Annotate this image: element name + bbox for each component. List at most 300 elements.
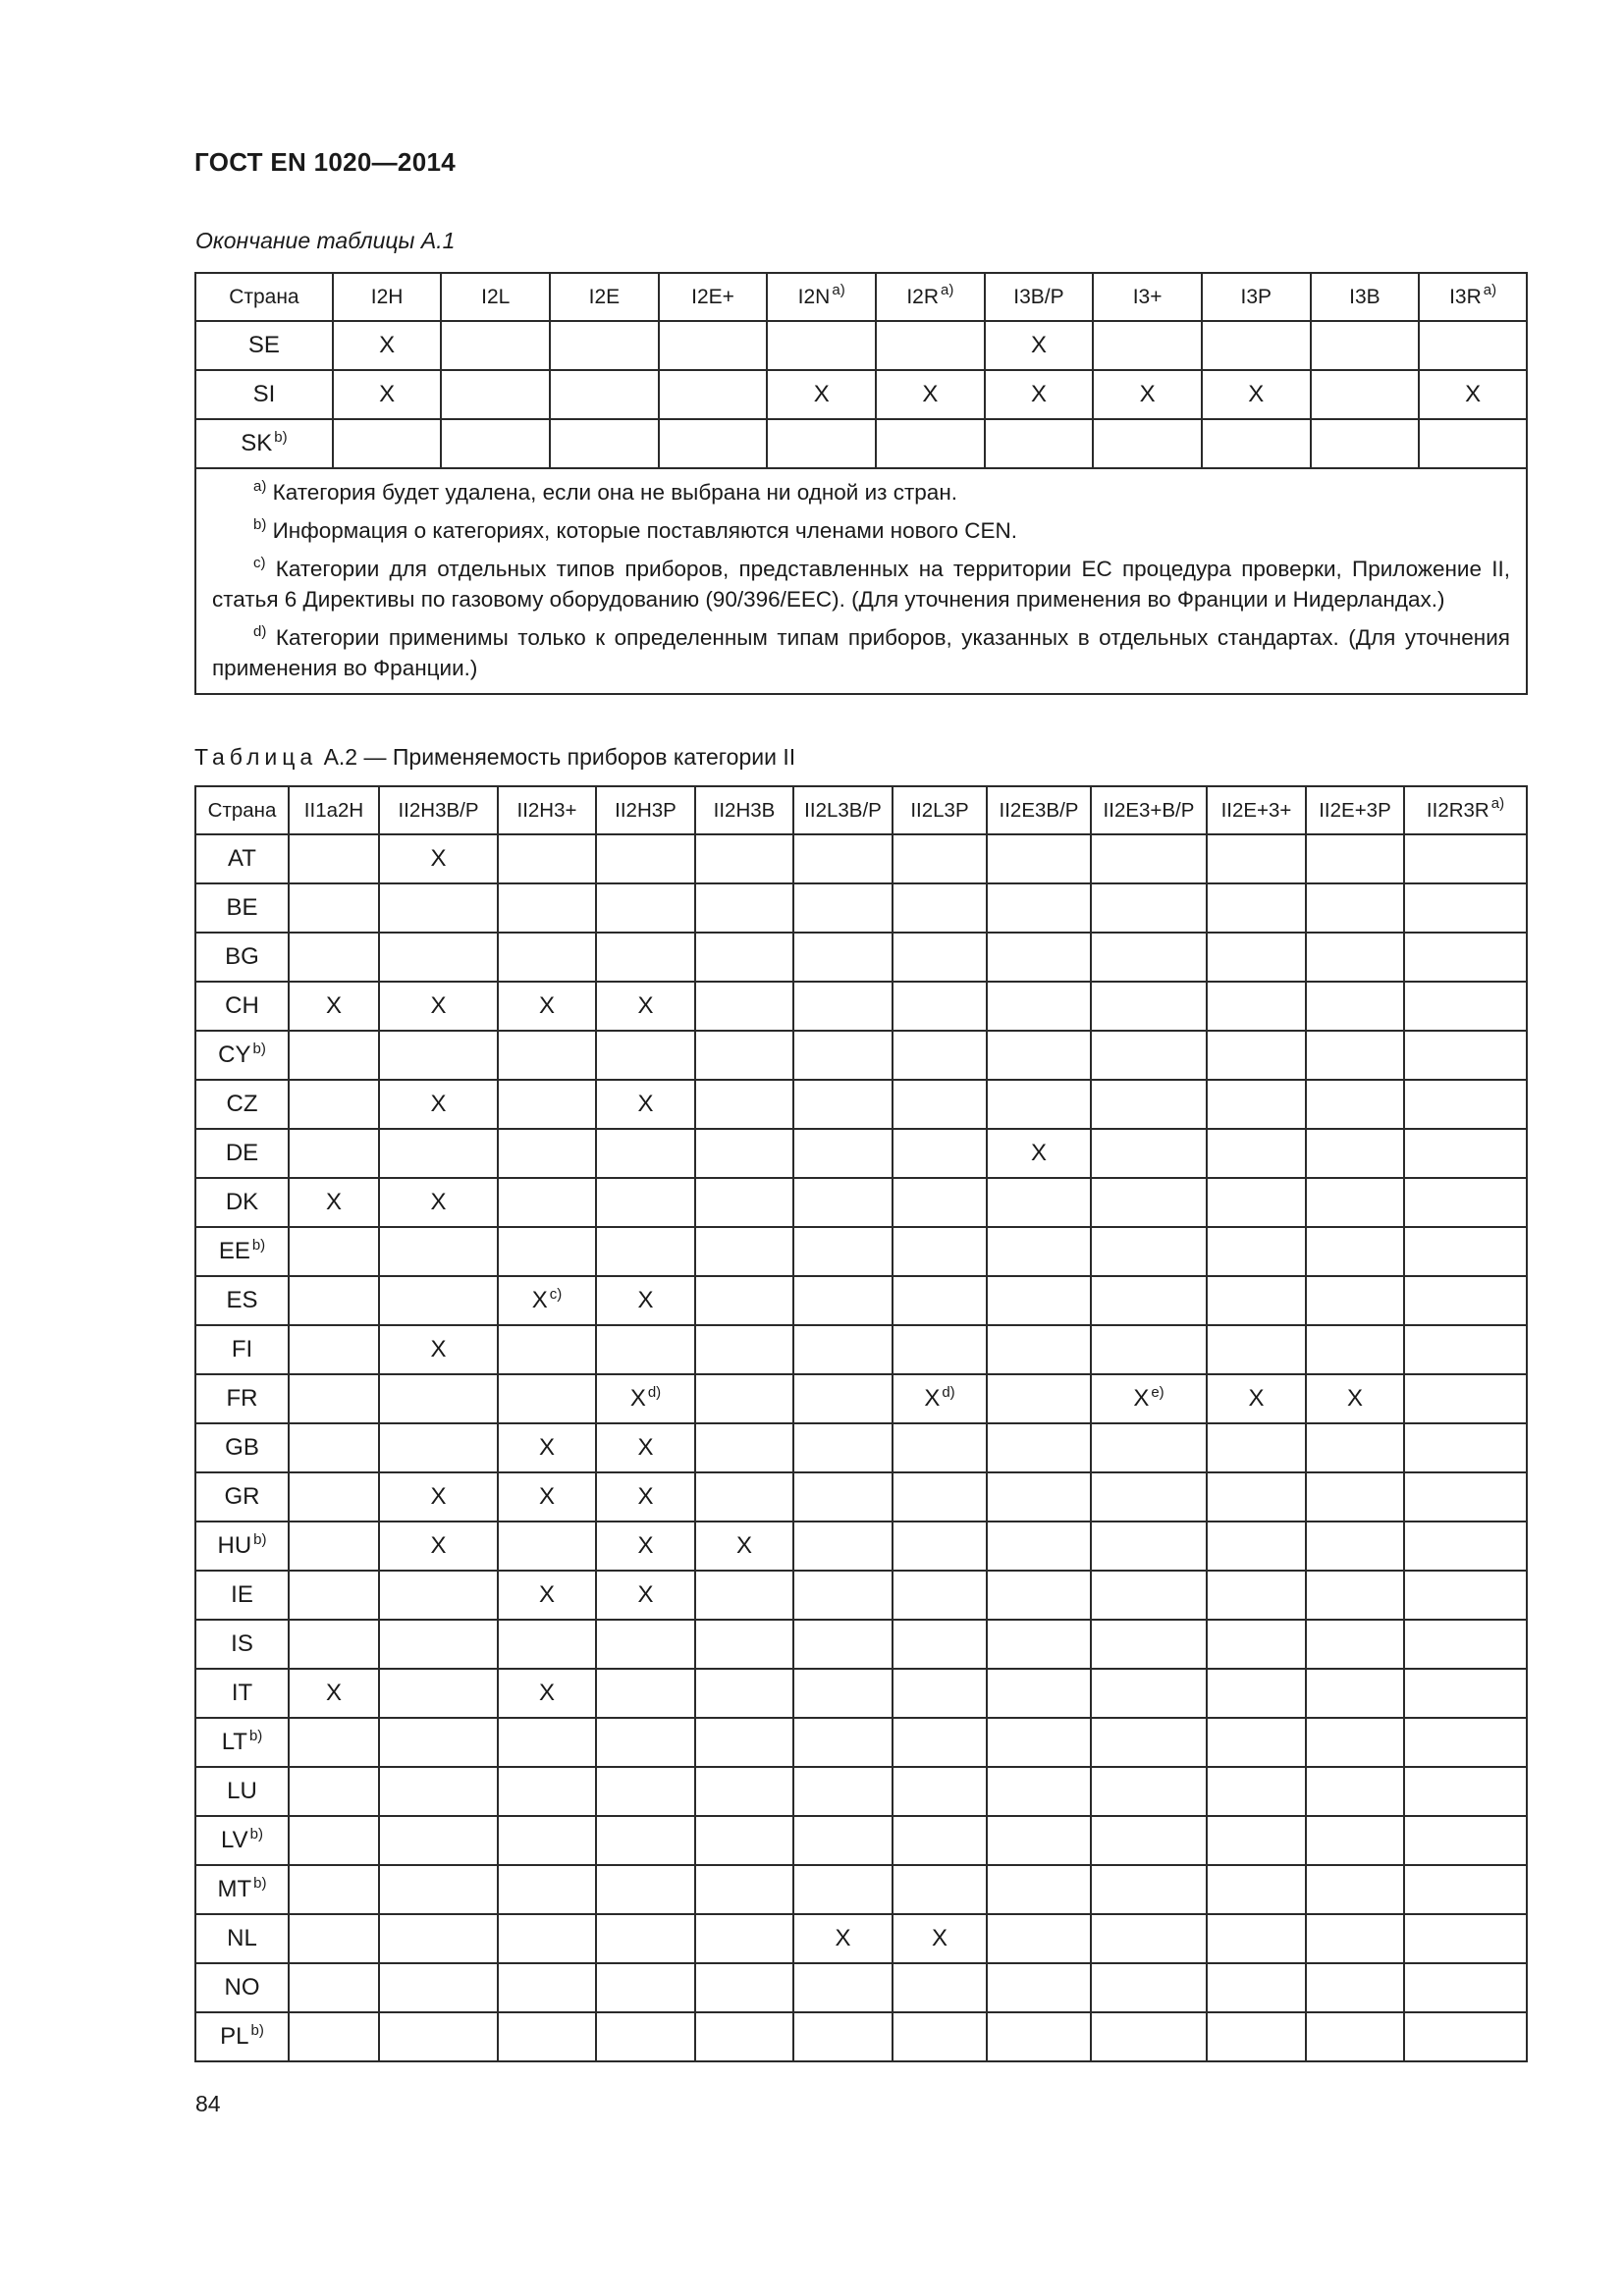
table-cell <box>987 1423 1091 1472</box>
country-code: BG <box>225 943 259 970</box>
table-cell <box>498 1374 596 1423</box>
table-row <box>195 1816 1527 1865</box>
table-cell <box>379 834 498 883</box>
table-row <box>195 370 1527 419</box>
table2-caption-label: Таблица <box>194 744 318 770</box>
column-header-label: I2L <box>481 285 511 308</box>
country-cell <box>195 1522 289 1571</box>
footnote-mark: b) <box>251 1237 266 1254</box>
footnote-mark: b) <box>253 516 267 533</box>
table-cell <box>1404 1571 1527 1620</box>
cell-value: X <box>637 1532 654 1559</box>
cell-value: X <box>1139 381 1156 407</box>
table-cell <box>793 1374 893 1423</box>
column-header-label: II2E3+B/P <box>1103 798 1195 822</box>
column-header-label: II2H3P <box>615 798 677 822</box>
cell-value: X <box>430 992 447 1019</box>
table-cell <box>893 1031 987 1080</box>
table-cell <box>289 1276 379 1325</box>
table-cell <box>1306 1227 1404 1276</box>
table-cell <box>498 1914 596 1963</box>
table-cell <box>1207 1472 1306 1522</box>
table-cell <box>289 1227 379 1276</box>
table-cell <box>793 1669 893 1718</box>
table-cell <box>596 933 695 982</box>
cell-value: X <box>325 992 342 1019</box>
table-cell <box>379 2012 498 2061</box>
table-cell <box>695 1669 793 1718</box>
table-cell <box>1404 1620 1527 1669</box>
table-cell <box>695 1865 793 1914</box>
footnote-text: Информация о категориях, которые поставляются членами нового CEN. <box>272 518 1018 543</box>
country-cell <box>195 321 333 370</box>
country-code: NL <box>227 1925 257 1951</box>
table-cell <box>987 1129 1091 1178</box>
cell-value: X <box>637 1287 654 1313</box>
table-cell <box>379 1423 498 1472</box>
column-header <box>793 786 893 834</box>
table-cell <box>379 982 498 1031</box>
country-code: EE <box>218 1238 250 1264</box>
table-cell <box>1207 1178 1306 1227</box>
column-header-label: I3R <box>1449 285 1482 308</box>
country-cell <box>195 834 289 883</box>
table-cell <box>1404 1374 1527 1423</box>
table-row <box>195 1129 1527 1178</box>
table-cell <box>876 370 985 419</box>
footnote-mark: b) <box>248 1728 263 1744</box>
country-cell <box>195 1865 289 1914</box>
table-cell <box>333 419 442 468</box>
footnote-mark: b) <box>250 2022 264 2039</box>
table-cell <box>987 1963 1091 2012</box>
table-cell <box>793 1227 893 1276</box>
table-cell <box>1091 1914 1207 1963</box>
footnote-mark: a) <box>253 478 267 495</box>
country-code: SI <box>252 381 276 407</box>
footnote-text: Категории для отдельных типов приборов, представленных на территории ЕС процедура проверки, Приложение II, статья 6 Директивы по газовому оборудованию (90/396/EEC). (Для уточнения применения во Франции и Нидерландах.) <box>212 557 1510 612</box>
table-cell <box>1404 1325 1527 1374</box>
table-cell <box>498 1522 596 1571</box>
table-cell <box>498 883 596 933</box>
cell-value: X <box>325 1189 342 1215</box>
country-cell <box>195 1325 289 1374</box>
table-cell <box>596 1178 695 1227</box>
cell-value: X <box>735 1532 752 1559</box>
footnote-mark: e) <box>1151 1384 1164 1401</box>
cell-value: X <box>379 381 396 407</box>
table-cell <box>596 1522 695 1571</box>
table2-caption-text: А.2 — Применяемость приборов категории II <box>317 744 796 770</box>
column-header-label: II2E+3+ <box>1220 798 1292 822</box>
cell-value: X <box>637 1483 654 1510</box>
country-code: ES <box>226 1287 258 1313</box>
country-cell <box>195 1374 289 1423</box>
table-cell <box>793 1276 893 1325</box>
table-cell <box>1306 1276 1404 1325</box>
cell-value: X <box>379 332 396 358</box>
table-cell <box>695 1129 793 1178</box>
table-cell <box>893 1522 987 1571</box>
table-cell <box>441 419 550 468</box>
table-cell <box>987 1374 1091 1423</box>
cell-value: X <box>1248 381 1265 407</box>
table-cell <box>1202 321 1311 370</box>
table-cell <box>596 1031 695 1080</box>
footnote <box>212 622 1510 683</box>
table-cell <box>379 1816 498 1865</box>
table-cell <box>695 1620 793 1669</box>
table-cell <box>1306 1423 1404 1472</box>
table-row <box>195 1227 1527 1276</box>
table-cell <box>379 1865 498 1914</box>
table-cell <box>550 321 659 370</box>
table-cell <box>659 419 768 468</box>
table-cell <box>893 1129 987 1178</box>
table-cell <box>893 1963 987 2012</box>
table-cell <box>596 834 695 883</box>
column-header-label: II2L3B/P <box>804 798 882 822</box>
table-cell <box>893 2012 987 2061</box>
cell-value: X <box>430 1091 447 1117</box>
table-cell <box>1202 419 1311 468</box>
table-cell <box>289 1522 379 1571</box>
cell-value: X <box>835 1925 851 1951</box>
table-cell <box>793 1031 893 1080</box>
table-cell <box>1404 1718 1527 1767</box>
country-cell <box>195 419 333 468</box>
column-header <box>1311 273 1420 321</box>
table-cell <box>289 1865 379 1914</box>
table-cell <box>1404 1767 1527 1816</box>
table-row <box>195 1963 1527 2012</box>
table-cell <box>379 1767 498 1816</box>
country-cell <box>195 1472 289 1522</box>
table-cell <box>596 1080 695 1129</box>
table-cell <box>987 1031 1091 1080</box>
table-cell <box>596 1374 695 1423</box>
country-code: MT <box>217 1876 252 1902</box>
cell-value: X <box>430 1483 447 1510</box>
country-cell <box>195 883 289 933</box>
table-cell <box>498 1669 596 1718</box>
column-header <box>550 273 659 321</box>
table-cell <box>987 1325 1091 1374</box>
table-row <box>195 2012 1527 2061</box>
table-cell <box>379 883 498 933</box>
table-cell <box>1207 1522 1306 1571</box>
column-header <box>289 786 379 834</box>
table-cell <box>695 834 793 883</box>
table-cell <box>793 1816 893 1865</box>
table-cell <box>1404 834 1527 883</box>
table-cell <box>596 1227 695 1276</box>
column-header-label: I2R <box>906 285 939 308</box>
table-cell <box>1207 1767 1306 1816</box>
footnote-mark: a) <box>1490 794 1505 812</box>
table-cell <box>596 1620 695 1669</box>
cell-value: X <box>1346 1385 1363 1412</box>
table-cell <box>1306 2012 1404 2061</box>
cell-value: X <box>637 1091 654 1117</box>
cell-value: X <box>931 1925 947 1951</box>
table-cell <box>893 1423 987 1472</box>
table-cell <box>289 1080 379 1129</box>
column-header-label: II2L3P <box>910 798 969 822</box>
column-header-label: I3+ <box>1132 285 1163 308</box>
table-cell <box>596 1669 695 1718</box>
footnote-text: Категория будет удалена, если она не выбрана ни одной из стран. <box>272 480 957 505</box>
table-row <box>195 1767 1527 1816</box>
table-cell <box>893 1325 987 1374</box>
cell-value: X <box>637 1434 654 1461</box>
country-cell <box>195 370 333 419</box>
country-code: FR <box>226 1385 258 1412</box>
table-cell <box>1091 1522 1207 1571</box>
table-cell <box>289 1914 379 1963</box>
table-cell <box>793 1865 893 1914</box>
table-cell <box>987 883 1091 933</box>
header-row <box>195 786 1527 834</box>
column-header-label: II2H3B/P <box>398 798 479 822</box>
standard-code: ГОСТ EN 1020—2014 <box>194 147 456 177</box>
table-cell <box>1207 883 1306 933</box>
table-cell <box>1306 1129 1404 1178</box>
table-cell <box>1207 1718 1306 1767</box>
table-cell <box>289 1374 379 1423</box>
column-header <box>441 273 550 321</box>
table-cell <box>793 1522 893 1571</box>
table-cell <box>893 834 987 883</box>
table-cell <box>498 1767 596 1816</box>
table-cell <box>289 1031 379 1080</box>
table-cell <box>893 1865 987 1914</box>
table-cell <box>379 1620 498 1669</box>
country-code: NO <box>224 1974 260 2001</box>
table-cell <box>1207 1276 1306 1325</box>
table-cell <box>1404 1522 1527 1571</box>
table-cell <box>379 1374 498 1423</box>
table-cell <box>695 1963 793 2012</box>
table-cell <box>1091 1669 1207 1718</box>
footnote <box>212 477 1510 507</box>
table-cell <box>379 1914 498 1963</box>
table-cell <box>793 1767 893 1816</box>
table-cell <box>379 1178 498 1227</box>
table-cell <box>1404 982 1527 1031</box>
country-code: IT <box>231 1680 253 1706</box>
column-header-label: I2N <box>797 285 831 308</box>
table-cell <box>1207 1963 1306 2012</box>
country-cell <box>195 982 289 1031</box>
table-cell <box>596 883 695 933</box>
table-cell <box>793 982 893 1031</box>
table-cell <box>893 1718 987 1767</box>
table-cell <box>289 1718 379 1767</box>
column-header <box>1419 273 1527 321</box>
table-row <box>195 1865 1527 1914</box>
page-number: 84 <box>195 2091 221 2116</box>
table-cell <box>893 1276 987 1325</box>
table-row <box>195 982 1527 1031</box>
table-cell <box>1419 321 1527 370</box>
table-cell <box>793 1718 893 1767</box>
country-cell <box>195 1718 289 1767</box>
table-cell <box>1091 1178 1207 1227</box>
table-cell <box>379 1571 498 1620</box>
column-header-label: II2H3B <box>713 798 776 822</box>
table-cell <box>1207 1669 1306 1718</box>
table-cell <box>893 1571 987 1620</box>
table-cell <box>767 419 876 468</box>
country-cell <box>195 1423 289 1472</box>
table-cell <box>893 1080 987 1129</box>
table-cell <box>596 1423 695 1472</box>
footnote-mark: d) <box>942 1384 955 1401</box>
table-row <box>195 1620 1527 1669</box>
table-row <box>195 1080 1527 1129</box>
table-cell <box>767 370 876 419</box>
table-cell <box>695 933 793 982</box>
table-cell <box>498 1816 596 1865</box>
table-cell <box>379 1522 498 1571</box>
table-cell <box>498 1423 596 1472</box>
country-cell <box>195 1080 289 1129</box>
table-cell <box>985 370 1094 419</box>
footnote-mark: b) <box>253 1531 267 1548</box>
table-cell <box>441 321 550 370</box>
column-header <box>333 273 442 321</box>
country-code: BE <box>226 894 258 921</box>
country-code: GR <box>224 1483 260 1510</box>
table-cell <box>1091 1472 1207 1522</box>
table-cell <box>695 1178 793 1227</box>
table-cell <box>379 1669 498 1718</box>
table-cell <box>793 1325 893 1374</box>
table-cell <box>893 1620 987 1669</box>
cell-value: X <box>1133 1385 1150 1412</box>
table-cell <box>1419 370 1527 419</box>
column-header-label: I2E <box>588 285 621 308</box>
country-code: CZ <box>226 1091 258 1117</box>
table-cell <box>498 1080 596 1129</box>
table-cell <box>1306 933 1404 982</box>
column-header <box>876 273 985 321</box>
table-cell <box>1311 419 1420 468</box>
country-cell <box>195 1178 289 1227</box>
table-cell <box>793 1178 893 1227</box>
table-cell <box>695 1816 793 1865</box>
table-cell <box>1404 1178 1527 1227</box>
table-cell <box>379 1718 498 1767</box>
table-row <box>195 834 1527 883</box>
table-cell <box>1306 1816 1404 1865</box>
table-cell <box>695 1031 793 1080</box>
column-header <box>195 786 289 834</box>
table-cell <box>793 933 893 982</box>
table-cell <box>289 1178 379 1227</box>
table-cell <box>596 1816 695 1865</box>
table-cell <box>1091 883 1207 933</box>
table-cell <box>1306 1080 1404 1129</box>
table-cell <box>793 1129 893 1178</box>
footnote-mark: b) <box>249 1826 263 1842</box>
table-cell <box>985 419 1094 468</box>
country-cell <box>195 1571 289 1620</box>
table-cell <box>695 1914 793 1963</box>
footnote-mark: a) <box>941 281 954 298</box>
cell-value: X <box>1248 1385 1265 1412</box>
header-row <box>195 273 1527 321</box>
table-cell <box>793 1963 893 2012</box>
cell-value: X <box>629 1385 646 1412</box>
table-cell <box>695 1718 793 1767</box>
table-cell <box>1311 321 1420 370</box>
table-cell <box>1091 1031 1207 1080</box>
country-cell <box>195 1620 289 1669</box>
table-cell <box>1093 419 1202 468</box>
table-cell <box>379 1963 498 2012</box>
footnote-mark: a) <box>832 281 845 298</box>
table-cell <box>695 1325 793 1374</box>
table-cell <box>1207 1325 1306 1374</box>
table-cell <box>498 982 596 1031</box>
column-header-label: I3B <box>1349 285 1380 308</box>
table-cell <box>1091 1620 1207 1669</box>
country-code: GB <box>225 1434 259 1461</box>
table-cell <box>695 1227 793 1276</box>
table-cell <box>379 1276 498 1325</box>
table-cell <box>596 1963 695 2012</box>
table-cell <box>1306 1522 1404 1571</box>
column-header-label: I3B/P <box>1013 285 1064 308</box>
table-cell <box>1207 1620 1306 1669</box>
footnote-mark: a) <box>1483 281 1497 298</box>
table-cell <box>1207 1031 1306 1080</box>
column-header-label: Страна <box>229 285 299 308</box>
table-cell <box>1404 1669 1527 1718</box>
table-row <box>195 1423 1527 1472</box>
table-cell <box>893 1669 987 1718</box>
table-row <box>195 1669 1527 1718</box>
table-cell <box>596 1276 695 1325</box>
table-cell <box>1306 1325 1404 1374</box>
table-cell <box>1091 1276 1207 1325</box>
table-cell <box>550 370 659 419</box>
table-cell <box>1306 1718 1404 1767</box>
country-code: SK <box>241 430 273 456</box>
table-cell <box>1404 1423 1527 1472</box>
table-cell <box>1404 1816 1527 1865</box>
table-cell <box>1306 1914 1404 1963</box>
table-cell <box>1306 1620 1404 1669</box>
table-cell <box>793 1080 893 1129</box>
country-code: LT <box>221 1729 247 1755</box>
table-cell <box>498 1129 596 1178</box>
cell-value: X <box>538 1680 555 1706</box>
table-cell <box>893 1227 987 1276</box>
column-header <box>1093 273 1202 321</box>
table-cell <box>1419 419 1527 468</box>
country-code: DE <box>225 1140 259 1166</box>
table-cell <box>289 2012 379 2061</box>
cell-value: X <box>430 1532 447 1559</box>
table-cell <box>379 1472 498 1522</box>
table-cell <box>1091 1865 1207 1914</box>
table-cell <box>289 1669 379 1718</box>
cell-value: X <box>1030 332 1047 358</box>
footnote-mark: b) <box>252 1041 266 1057</box>
